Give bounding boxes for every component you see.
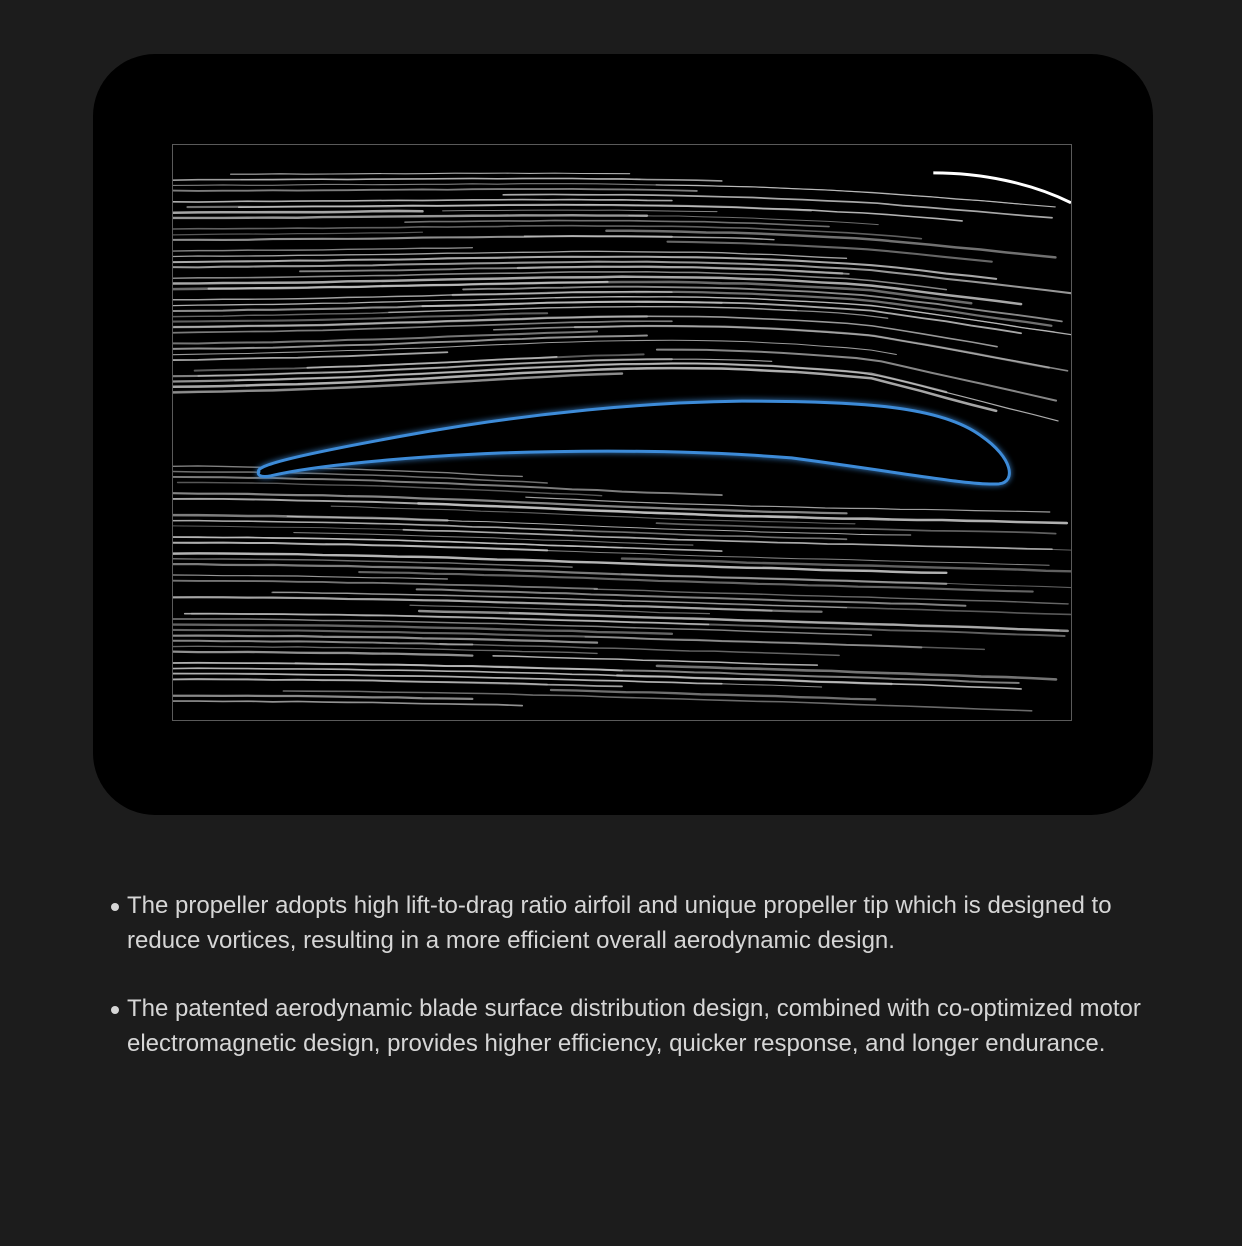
streamline xyxy=(575,326,1049,368)
streamline xyxy=(173,477,722,495)
streamline xyxy=(283,691,1031,711)
streamline xyxy=(173,189,697,191)
airfoil-shape xyxy=(258,401,1009,484)
streamline xyxy=(443,210,717,212)
streamline xyxy=(359,572,1033,592)
streamline xyxy=(173,515,447,520)
streamline xyxy=(657,523,1056,533)
streamline xyxy=(173,701,522,706)
streamline xyxy=(173,652,472,656)
streamline xyxy=(173,236,672,240)
streamline xyxy=(173,581,597,589)
feature-bullet: The propeller adopts high lift-to-drag ratio airfoil and unique propeller tip which is designed to reduce vortices, resulting in a more efficient overall aerodynamic design. xyxy=(108,888,1148,958)
streamline xyxy=(173,277,1021,305)
streamline xyxy=(493,656,817,665)
streamline xyxy=(173,696,472,699)
feature-list xyxy=(108,888,1148,1094)
streamline xyxy=(419,611,1068,631)
streamline xyxy=(173,575,447,579)
streamline xyxy=(440,644,839,656)
streamline xyxy=(331,506,855,524)
streamline xyxy=(173,537,722,551)
streamline xyxy=(551,690,875,699)
streamline xyxy=(300,267,849,274)
streamline xyxy=(173,215,647,218)
streamline xyxy=(173,641,472,645)
streamline xyxy=(231,173,630,174)
streamline xyxy=(173,211,422,213)
streamline xyxy=(173,553,946,572)
streamline xyxy=(606,231,1055,258)
feature-bullet: The patented aerodynamic blade surface distribution design, combined with co-optimized motor electromagnetic design, provides higher efficiency, quicker response, and longer endurance. xyxy=(108,991,1148,1061)
streamline xyxy=(585,637,984,649)
streamline xyxy=(173,493,847,513)
streamline xyxy=(173,232,422,235)
airflow-illustration xyxy=(172,144,1072,721)
streamline xyxy=(173,248,472,251)
streamline xyxy=(173,521,847,540)
streamline xyxy=(272,592,1070,614)
airflow-streamlines-icon xyxy=(173,145,1071,720)
